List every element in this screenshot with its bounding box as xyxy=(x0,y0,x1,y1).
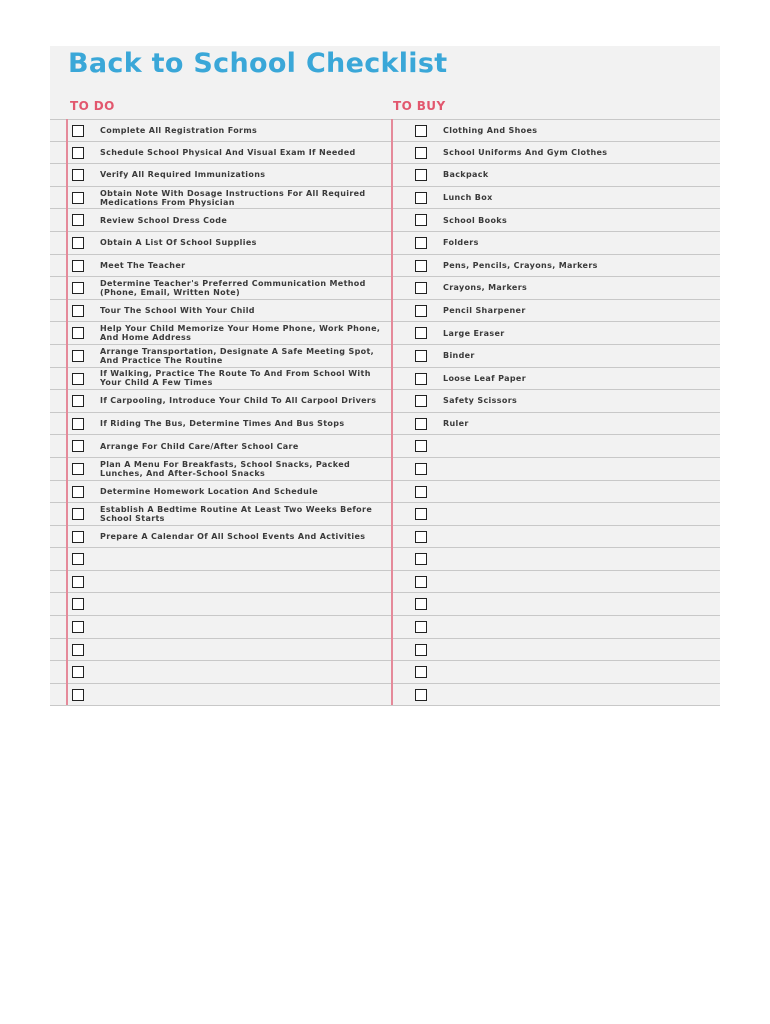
checklist-row xyxy=(50,639,720,662)
buy-item xyxy=(393,435,720,457)
checklist-row xyxy=(50,435,720,458)
buy-item xyxy=(393,120,720,141)
todo-item-label: Meet The Teacher xyxy=(100,260,186,270)
todo-checkbox[interactable] xyxy=(72,305,84,317)
checklist-row xyxy=(50,322,720,345)
buy-item xyxy=(393,481,720,503)
todo-item-label xyxy=(100,593,387,615)
todo-item-label: If Walking, Practice The Route To And From School With Your Child A Few Times xyxy=(100,369,371,388)
todo-checkbox[interactable] xyxy=(72,440,84,452)
buy-column-header: TO BUY xyxy=(393,99,446,113)
page-title: Back to School Checklist xyxy=(68,48,448,79)
todo-item-label: Arrange Transportation, Designate A Safe Meeting Spot, And Practice The Routine xyxy=(100,346,375,365)
buy-checkbox[interactable] xyxy=(415,644,427,656)
todo-checkbox[interactable] xyxy=(72,327,84,339)
buy-item-label xyxy=(443,661,714,683)
todo-item xyxy=(50,458,393,480)
buy-checkbox[interactable] xyxy=(415,689,427,701)
buy-item xyxy=(393,322,720,344)
todo-checkbox[interactable] xyxy=(72,395,84,407)
buy-item-label: Pencil Sharpener xyxy=(443,306,526,316)
buy-checkbox[interactable] xyxy=(415,125,427,137)
buy-checkbox[interactable] xyxy=(415,214,427,226)
buy-item xyxy=(393,209,720,231)
buy-item-label xyxy=(443,548,714,570)
todo-checkbox[interactable] xyxy=(72,644,84,656)
buy-item xyxy=(393,187,720,209)
todo-checkbox[interactable] xyxy=(72,689,84,701)
checklist-row xyxy=(50,345,720,368)
buy-item-label xyxy=(443,593,714,615)
todo-checkbox[interactable] xyxy=(72,508,84,520)
buy-item-label xyxy=(443,526,714,548)
buy-item-label xyxy=(443,616,714,638)
todo-checkbox[interactable] xyxy=(72,147,84,159)
buy-item xyxy=(393,639,720,661)
todo-item xyxy=(50,571,393,593)
todo-checkbox[interactable] xyxy=(72,666,84,678)
buy-item xyxy=(393,390,720,412)
checklist-row xyxy=(50,255,720,278)
buy-item xyxy=(393,684,720,706)
todo-item-label: Help Your Child Memorize Your Home Phone, Work Phone, And Home Address xyxy=(100,324,381,343)
todo-item xyxy=(50,120,393,141)
buy-checkbox[interactable] xyxy=(415,418,427,430)
buy-item xyxy=(393,548,720,570)
todo-item xyxy=(50,368,393,390)
buy-item xyxy=(393,413,720,435)
todo-checkbox[interactable] xyxy=(72,350,84,362)
buy-item xyxy=(393,277,720,299)
buy-margin-line xyxy=(391,119,393,705)
checklist-row xyxy=(50,277,720,300)
buy-checkbox[interactable] xyxy=(415,576,427,588)
todo-checkbox[interactable] xyxy=(72,169,84,181)
buy-item-label: Clothing And Shoes xyxy=(443,125,538,135)
todo-item-label: Schedule School Physical And Visual Exam If Needed xyxy=(100,147,356,157)
checklist-row xyxy=(50,209,720,232)
todo-item xyxy=(50,684,393,706)
buy-item xyxy=(393,164,720,186)
buy-checkbox[interactable] xyxy=(415,553,427,565)
buy-checkbox[interactable] xyxy=(415,169,427,181)
buy-checkbox[interactable] xyxy=(415,598,427,610)
todo-item xyxy=(50,187,393,209)
checklist-sheet xyxy=(50,46,720,705)
buy-checkbox[interactable] xyxy=(415,621,427,633)
checklist-row xyxy=(50,232,720,255)
buy-item-label xyxy=(443,458,714,480)
buy-item-label xyxy=(443,684,714,706)
checklist-rows xyxy=(50,119,720,706)
buy-item-label: Folders xyxy=(443,238,479,248)
todo-item-label: Determine Teacher's Preferred Communication Method (Phone, Email, Written Note) xyxy=(100,278,366,297)
todo-checkbox[interactable] xyxy=(72,418,84,430)
buy-checkbox[interactable] xyxy=(415,486,427,498)
todo-item-label: If Carpooling, Introduce Your Child To All Carpool Drivers xyxy=(100,396,377,406)
buy-item xyxy=(393,593,720,615)
todo-column-header: TO DO xyxy=(70,99,115,113)
buy-item-label xyxy=(443,481,714,503)
todo-checkbox[interactable] xyxy=(72,192,84,204)
todo-item xyxy=(50,390,393,412)
buy-checkbox[interactable] xyxy=(415,373,427,385)
checklist-row xyxy=(50,142,720,165)
todo-item xyxy=(50,413,393,435)
buy-item-label xyxy=(443,503,714,525)
buy-checkbox[interactable] xyxy=(415,440,427,452)
todo-checkbox[interactable] xyxy=(72,598,84,610)
todo-item xyxy=(50,345,393,367)
buy-item-label: Backpack xyxy=(443,170,489,180)
buy-checkbox[interactable] xyxy=(415,463,427,475)
checklist-row xyxy=(50,187,720,210)
todo-item-label: Plan A Menu For Breakfasts, School Snacks, Packed Lunches, And After-School Snacks xyxy=(100,459,351,478)
checklist-row xyxy=(50,593,720,616)
todo-checkbox[interactable] xyxy=(72,260,84,272)
todo-item xyxy=(50,639,393,661)
buy-item xyxy=(393,300,720,322)
todo-item-label xyxy=(100,661,387,683)
todo-item-label: Verify All Required Immunizations xyxy=(100,170,266,180)
todo-item-label: Arrange For Child Care/After School Care xyxy=(100,441,299,451)
checklist-row xyxy=(50,548,720,571)
checklist-row xyxy=(50,503,720,526)
checklist-row xyxy=(50,661,720,684)
buy-item-label: School Uniforms And Gym Clothes xyxy=(443,147,608,157)
checklist-row xyxy=(50,413,720,436)
checklist-row xyxy=(50,616,720,639)
todo-checkbox[interactable] xyxy=(72,531,84,543)
buy-checkbox[interactable] xyxy=(415,237,427,249)
buy-checkbox[interactable] xyxy=(415,350,427,362)
todo-item xyxy=(50,142,393,164)
todo-item-label: Tour The School With Your Child xyxy=(100,306,255,316)
todo-checkbox[interactable] xyxy=(72,237,84,249)
checklist-row xyxy=(50,300,720,323)
buy-item xyxy=(393,368,720,390)
todo-item xyxy=(50,277,393,299)
todo-item xyxy=(50,661,393,683)
todo-item-label xyxy=(100,684,387,706)
buy-item-label xyxy=(443,435,714,457)
buy-item-label: Ruler xyxy=(443,419,469,429)
buy-checkbox[interactable] xyxy=(415,531,427,543)
buy-checkbox[interactable] xyxy=(415,395,427,407)
checklist-row xyxy=(50,571,720,594)
buy-item xyxy=(393,458,720,480)
buy-item-label: Pens, Pencils, Crayons, Markers xyxy=(443,260,598,270)
buy-item xyxy=(393,571,720,593)
checklist-row xyxy=(50,458,720,481)
buy-item-label: Crayons, Markers xyxy=(443,283,528,293)
todo-item xyxy=(50,481,393,503)
todo-item-label: Establish A Bedtime Routine At Least Two Weeks Before School Starts xyxy=(100,504,373,523)
todo-checkbox[interactable] xyxy=(72,463,84,475)
buy-checkbox[interactable] xyxy=(415,192,427,204)
buy-item xyxy=(393,616,720,638)
checklist-row xyxy=(50,526,720,549)
buy-item xyxy=(393,232,720,254)
todo-item-label: Complete All Registration Forms xyxy=(100,125,258,135)
buy-checkbox[interactable] xyxy=(415,508,427,520)
todo-item-label: Determine Homework Location And Schedule xyxy=(100,486,319,496)
buy-item-label: Binder xyxy=(443,351,475,361)
todo-item xyxy=(50,526,393,548)
buy-item-label xyxy=(443,639,714,661)
todo-item-label: Obtain Note With Dosage Instructions For All Required Medications From Physician xyxy=(100,188,366,207)
buy-item xyxy=(393,526,720,548)
checklist-row xyxy=(50,684,720,707)
todo-item xyxy=(50,593,393,615)
todo-checkbox[interactable] xyxy=(72,621,84,633)
buy-item xyxy=(393,255,720,277)
buy-checkbox[interactable] xyxy=(415,327,427,339)
buy-checkbox[interactable] xyxy=(415,666,427,678)
buy-checkbox[interactable] xyxy=(415,260,427,272)
todo-margin-line xyxy=(66,119,68,705)
checklist-row xyxy=(50,390,720,413)
todo-item-label: Prepare A Calendar Of All School Events And Activities xyxy=(100,531,366,541)
todo-item xyxy=(50,232,393,254)
buy-item-label: Safety Scissors xyxy=(443,396,518,406)
todo-item xyxy=(50,300,393,322)
todo-item-label xyxy=(100,548,387,570)
todo-checkbox[interactable] xyxy=(72,486,84,498)
buy-item-label: Lunch Box xyxy=(443,193,493,203)
buy-item xyxy=(393,142,720,164)
todo-item-label xyxy=(100,639,387,661)
todo-checkbox[interactable] xyxy=(72,125,84,137)
buy-checkbox[interactable] xyxy=(415,147,427,159)
checklist-row xyxy=(50,481,720,504)
todo-item xyxy=(50,548,393,570)
todo-item-label xyxy=(100,571,387,593)
buy-item xyxy=(393,503,720,525)
checklist-row xyxy=(50,368,720,391)
todo-item xyxy=(50,164,393,186)
todo-checkbox[interactable] xyxy=(72,553,84,565)
buy-item-label: School Books xyxy=(443,215,508,225)
todo-item xyxy=(50,255,393,277)
todo-item-label: If Riding The Bus, Determine Times And Bus Stops xyxy=(100,419,345,429)
buy-item xyxy=(393,661,720,683)
buy-checkbox[interactable] xyxy=(415,282,427,294)
todo-item-label: Obtain A List Of School Supplies xyxy=(100,238,257,248)
todo-item xyxy=(50,616,393,638)
todo-item-label: Review School Dress Code xyxy=(100,215,228,225)
checklist-row xyxy=(50,119,720,142)
todo-item-label xyxy=(100,616,387,638)
buy-item xyxy=(393,345,720,367)
buy-item-label: Loose Leaf Paper xyxy=(443,373,526,383)
buy-checkbox[interactable] xyxy=(415,305,427,317)
buy-item-label: Large Eraser xyxy=(443,328,505,338)
todo-checkbox[interactable] xyxy=(72,214,84,226)
todo-item xyxy=(50,503,393,525)
todo-item xyxy=(50,209,393,231)
todo-item xyxy=(50,322,393,344)
buy-item-label xyxy=(443,571,714,593)
todo-checkbox[interactable] xyxy=(72,373,84,385)
todo-checkbox[interactable] xyxy=(72,576,84,588)
todo-checkbox[interactable] xyxy=(72,282,84,294)
checklist-row xyxy=(50,164,720,187)
todo-item xyxy=(50,435,393,457)
